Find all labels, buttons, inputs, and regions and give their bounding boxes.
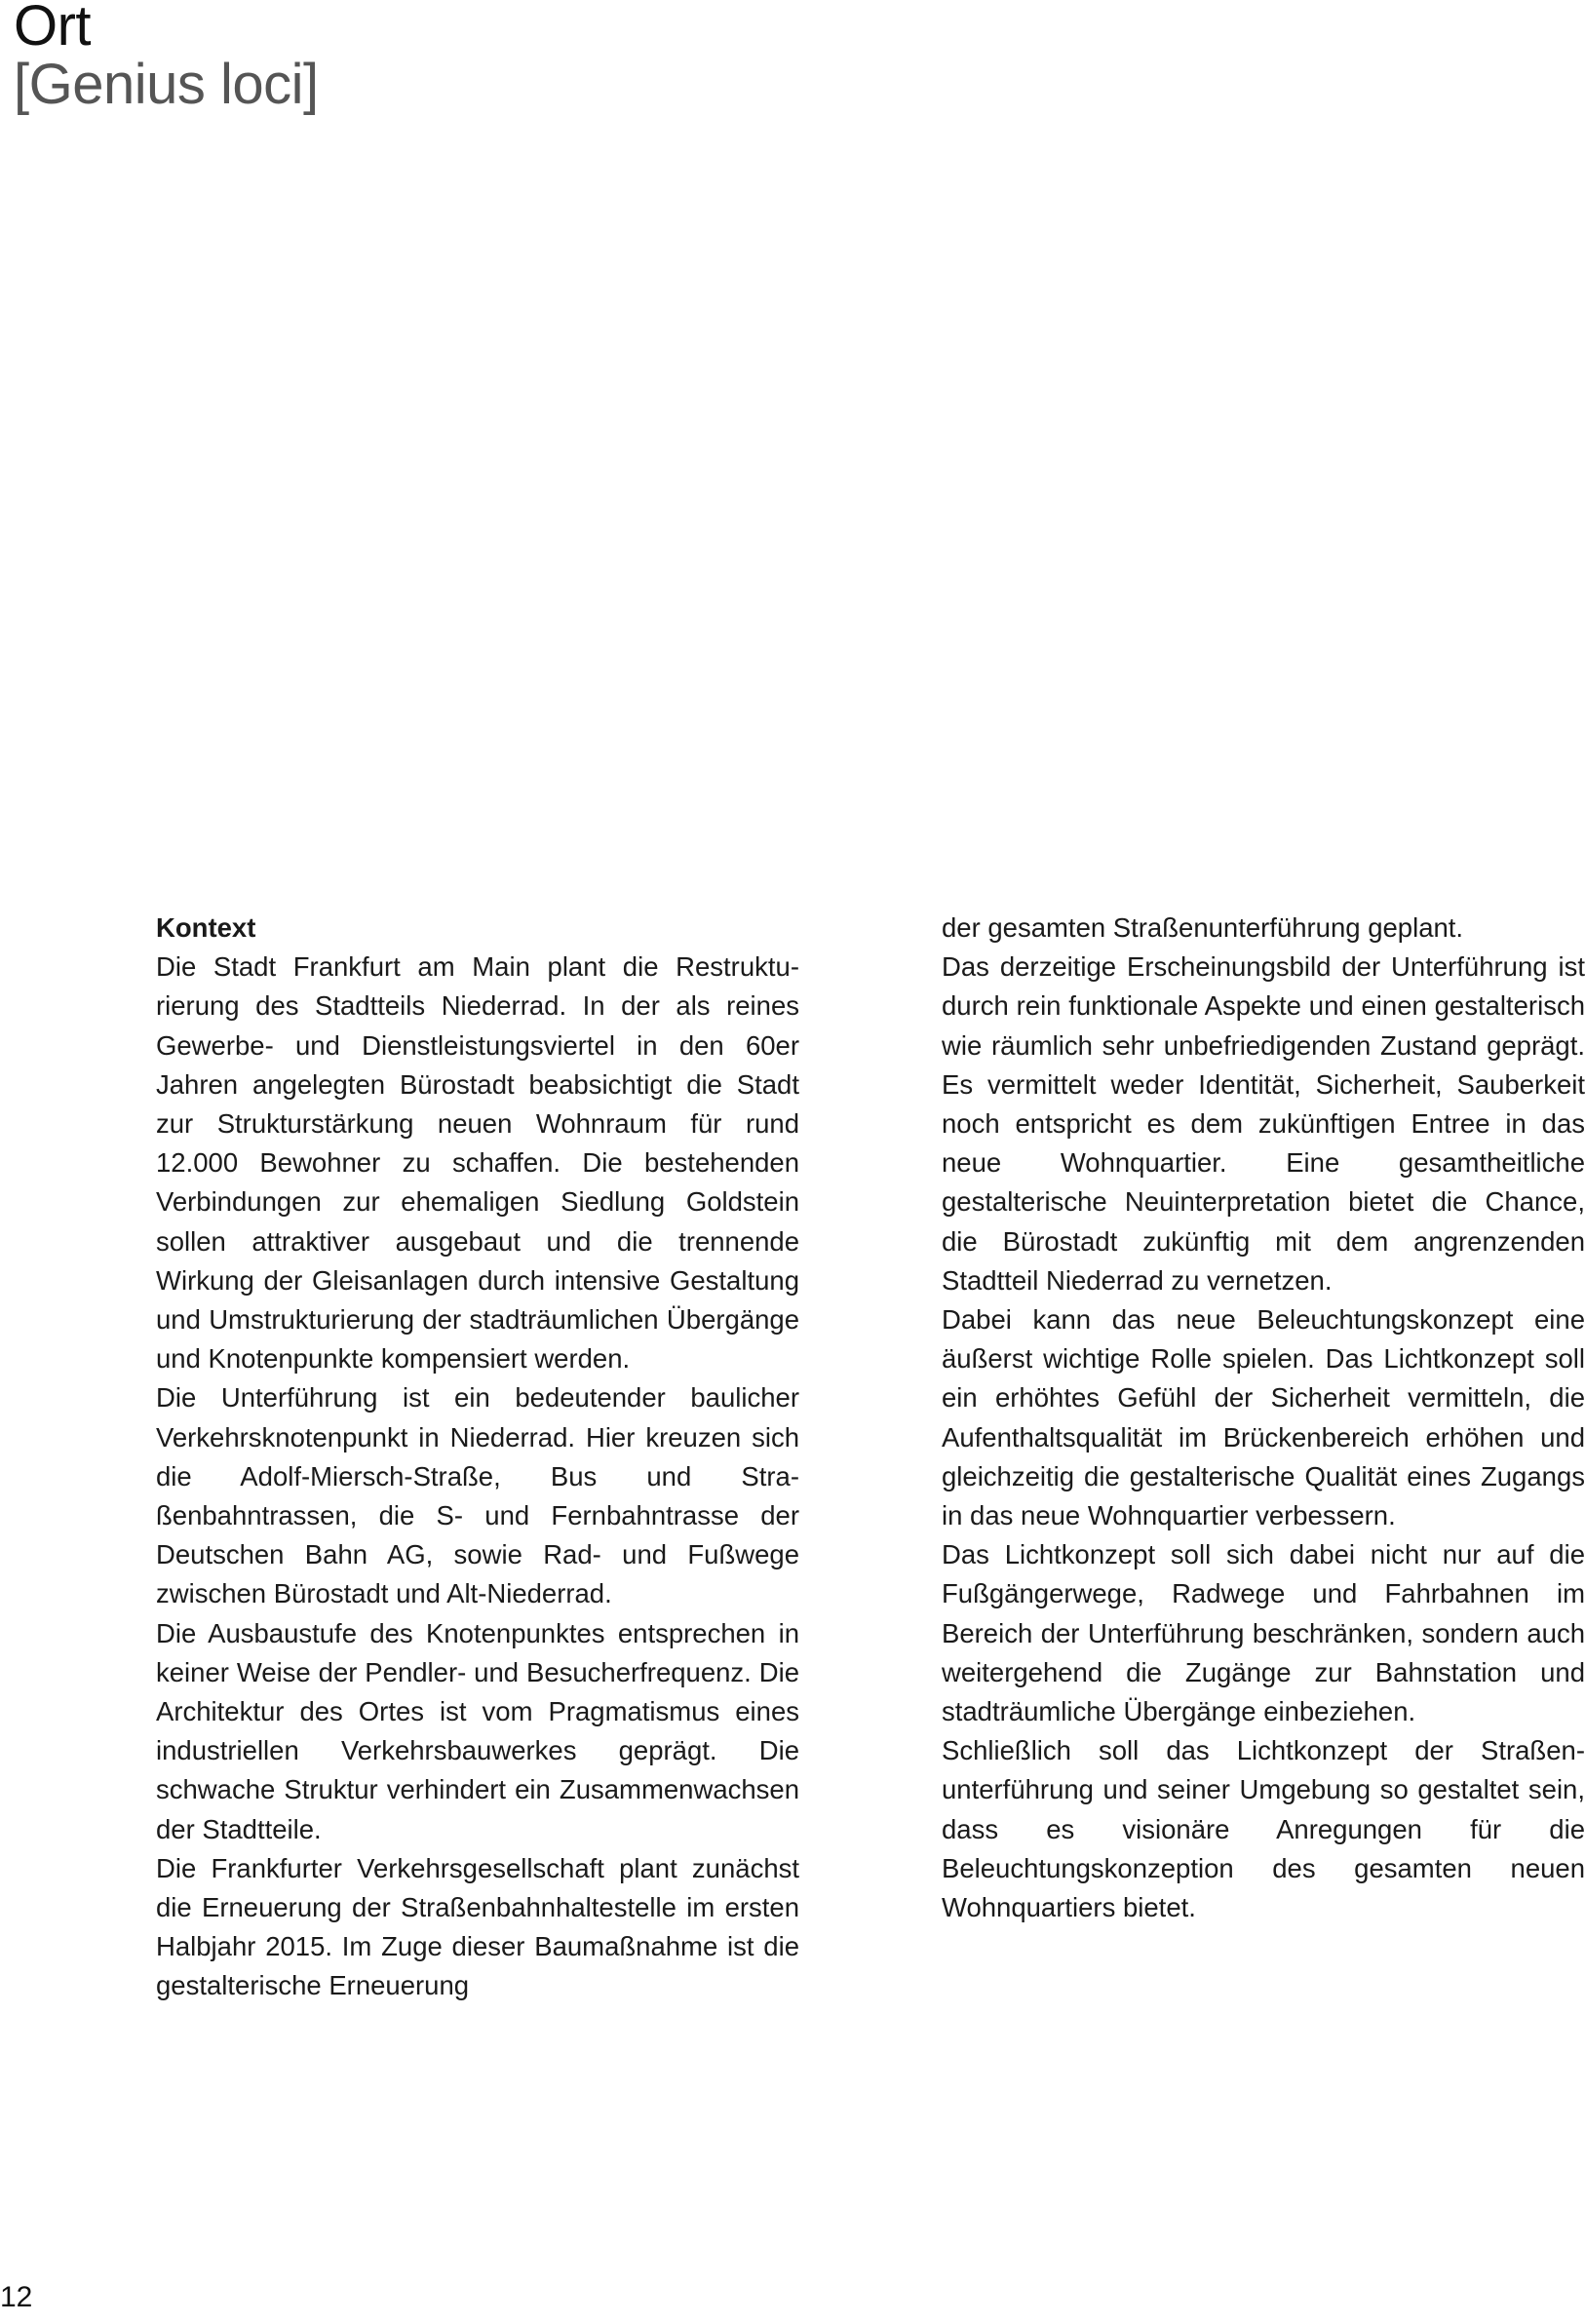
left-text-column — [156, 909, 799, 2006]
body-paragraph: Die Stadt Frankfurt am Main plant die Restrukturierung des Stadtteils Niederrad. In der als reines Gewerbe- und Dienstleistungsviertel in den 60er Jahren angelegten Bürostadt beabsichtigt die Stadt zur Strukturstärkung neuen Wohnraum für rund 12.000 Bewohner zu schaffen. Die bestehenden Verbindungen zur ehemaligen Siedlung Goldstein sollen attraktiver ausgebaut und die trennende Wirkung der Gleisanlagen durch intensive Gestaltung und Umstrukturierung der stadträumlichen Übergänge und Knotenpunkte kompensiert werden. — [156, 951, 799, 1375]
page-header — [14, 0, 696, 117]
page-title: Ort — [14, 0, 92, 58]
body-paragraph: Schließlich soll das Lichtkonzept der Straßenunterführung und seiner Umgebung so gestaltet sein, dass es visionäre Anregungen für die Beleuchtungskonzeption des gesamten neuen Wohnquartiers bietet. — [942, 1735, 1585, 1923]
body-paragraph: Die Ausbaustufe des Knotenpunktes entsprechen in keiner Weise der Pendler- und Besucherfrequenz. Die Architektur des Ortes ist vom Pragmatismus eines industriellen Verkehrsbauwerkes geprägt. Die schwache Struktur verhindert ein Zusammenwachsen der Stadtteile. — [156, 1617, 799, 1844]
body-paragraph: Das derzeitige Erscheinungsbild der Unterführung ist durch rein funktionale Aspekte und einen gestalterisch wie räumlich sehr unbefriedigenden Zustand geprägt. Es vermittelt weder Identität, Sicherheit, Sauberkeit noch entspricht es dem zukünftigen Entree in das neue Wohnquartier. Eine gesamtheitliche gestalterische Neuinterpretation bietet die Chance, die Bürostadt zukünftig mit dem angrenzenden Stadtteil Niederrad zu vernetzen. — [942, 951, 1585, 1296]
body-paragraph: Die Frankfurter Verkehrsgesellschaft plant zunächst die Erneuerung der Straßenbahnhaltestelle im ersten Halbjahr 2015. Im Zuge dieser Baumaßnahme ist die gestalterische Erneuerung — [156, 1852, 799, 2001]
page-number: 12 — [0, 2281, 33, 2313]
body-paragraph: der gesamten Straßenunterführung geplant. — [942, 912, 1464, 943]
body-paragraph: Dabei kann das neue Beleuchtungskonzept eine äußerst wichtige Rolle spielen. Das Lichtkonzept soll ein erhöhtes Gefühl der Sicherheit vermitteln, die Aufenthaltsqualität im Brückenbereich erhöhen und gleichzeitig die gestalterische Qualität eines Zugangs in das neue Wohnquartier verbessern. — [942, 1304, 1585, 1531]
body-paragraph: Das Lichtkonzept soll sich dabei nicht nur auf die Fußgängerwege, Radwege und Fahrbahnen im Bereich der Unterführung beschränken, sondern auch weitergehend die Zugänge zur Bahnstation und stadträumliche Übergänge einbeziehen. — [942, 1539, 1585, 1727]
body-paragraph: Die Unterführung ist ein bedeutender baulicher Verkehrsknotenpunkt in Niederrad. Hier kreuzen sich die Adolf-Miersch-Straße, Bus und Straßenbahntrassen, die S- und Fernbahntrasse der Deutschen Bahn AG, sowie Rad- und Fußwege zwischen Bürostadt und Alt-Niederrad. — [156, 1382, 799, 1609]
section-heading-kontext: Kontext — [156, 912, 256, 943]
right-text-column — [942, 909, 1585, 1927]
page-subtitle: [Genius loci] — [14, 53, 319, 116]
